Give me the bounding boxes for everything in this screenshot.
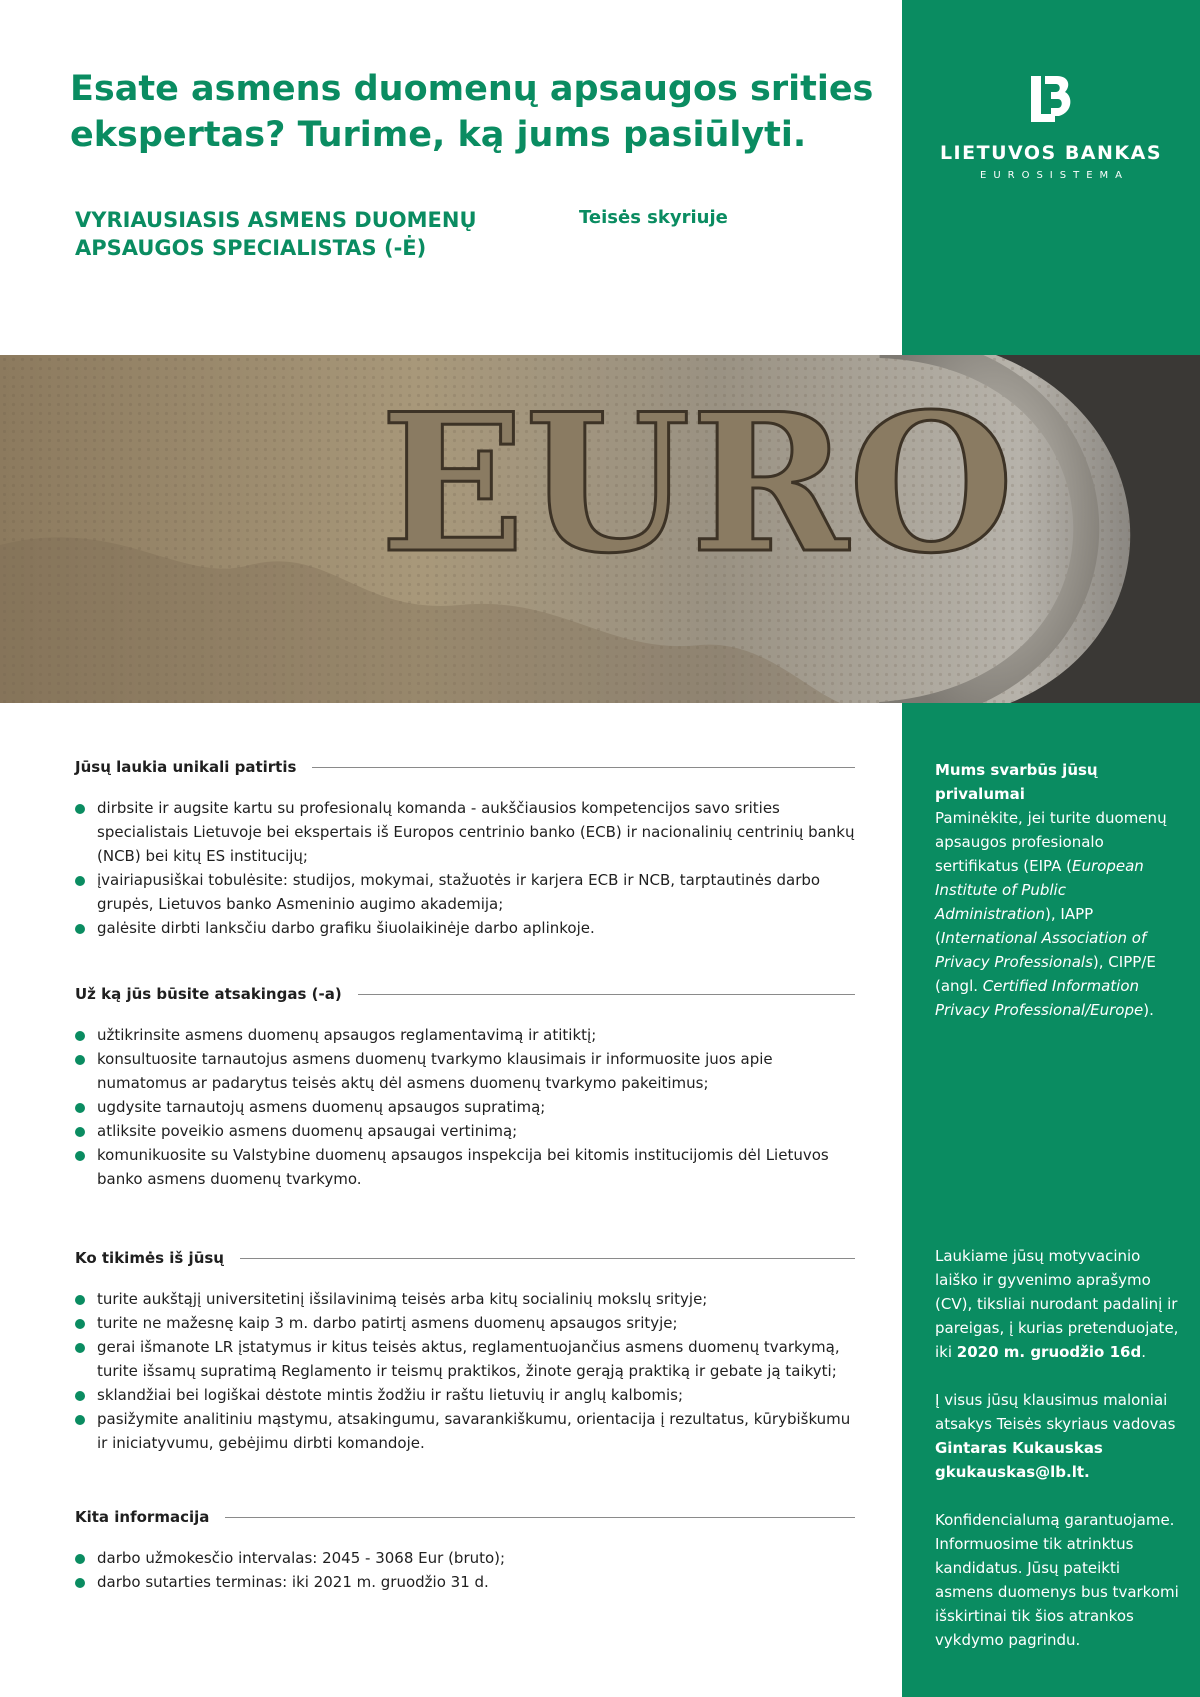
section-responsibilities	[75, 985, 855, 1191]
opportunity-list	[75, 796, 855, 940]
divider	[225, 1517, 855, 1518]
coin-euro-text: EURO	[380, 372, 1014, 595]
section-opportunity	[75, 758, 855, 940]
list-item: įvairiapusiškai tobulėsite: studijos, mokymai, stažuotės ir karjera ECB ir NCB, tarptautinės darbo grupės, Lietuvos banko Asmeninio augimo akademija;	[75, 868, 855, 916]
sidebar-advantages	[935, 758, 1180, 1022]
department-label: Teisės skyriuje	[579, 207, 728, 228]
lb-monogram-icon	[1025, 72, 1077, 128]
list-item: darbo sutarties terminas: iki 2021 m. gruodžio 31 d.	[75, 1570, 855, 1594]
advantages-text	[935, 758, 1180, 1022]
text-run: Laukiame jūsų motyvacinio laiško ir gyvenimo aprašymo (CV), tiksliai nurodant padalinį ir pareigas, į kurias pretenduojate, iki	[935, 1247, 1179, 1361]
headline: Esate asmens duomenų apsaugos srities ekspertas? Turime, ką jums pasiūlyti.	[70, 69, 874, 155]
logo-subtitle: EUROSISTEMA	[980, 170, 1129, 181]
list-item: turite aukštąjį universitetinį išsilavinimą teisės arba kitų socialinių mokslų srityje;	[75, 1287, 855, 1311]
section-title: Už ką jūs būsite atsakingas (-a)	[75, 985, 342, 1003]
responsibilities-list	[75, 1023, 855, 1191]
confidentiality-text: Konfidencialumą garantuojame. Informuosime tik atrinktus kandidatus. Jūsų pateikti asmens duomenys bus tvarkomi išskirtinai tik šios atrankos vykdymo pagrindu.	[935, 1511, 1179, 1649]
header-area	[0, 0, 902, 355]
text-run: European Institute of Public Administration	[935, 857, 1144, 923]
text-run: Certified Information Privacy Professional/Europe	[935, 977, 1144, 1019]
euro-coin-photo	[0, 355, 1200, 703]
section-other-info	[75, 1508, 855, 1594]
section-requirements	[75, 1249, 855, 1455]
list-item: ugdysite tarnautojų asmens duomenų apsaugos supratimą;	[75, 1095, 855, 1119]
list-item: galėsite dirbti lanksčiu darbo grafiku šiuolaikinėje darbo aplinkoje.	[75, 916, 855, 940]
section-title: Jūsų laukia unikali patirtis	[75, 758, 297, 776]
section-title: Kita informacija	[75, 1508, 210, 1526]
section-title: Ko tikimės iš jūsų	[75, 1249, 224, 1267]
contact-text	[935, 1388, 1180, 1484]
section-heading	[75, 758, 855, 776]
section-heading	[75, 1508, 855, 1526]
other-info-list	[75, 1546, 855, 1594]
list-item: pasižymite analitiniu mąstymu, atsakingumu, savarankiškumu, orientacija į rezultatus, kūrybiškumu ir iniciatyvumu, gebėjimu dirbti komandoje.	[75, 1407, 855, 1455]
text-run: ).	[1143, 1001, 1154, 1019]
application-text	[935, 1244, 1180, 1364]
section-heading	[75, 1249, 855, 1267]
text-run: ), IAPP (	[935, 905, 1094, 947]
contact-email-link[interactable]: gkukauskas@lb.lt.	[935, 1463, 1090, 1481]
logo-name: LIETUVOS BANKAS	[939, 142, 1163, 164]
list-item: gerai išmanote LR įstatymus ir kitus teisės aktus, reglamentuojančius asmens duomenų tvarkymą, turite išsamų supratimą Reglamento ir teismų praktikos, žinote gerąją praktiką ir gebate ją taikyti;	[75, 1335, 855, 1383]
advantages-title: Mums svarbūs jūsų privalumai	[935, 761, 1098, 803]
lietuvos-bankas-logo	[902, 72, 1200, 181]
text-run: .	[1141, 1343, 1146, 1361]
contact-name: Gintaras Kukauskas	[935, 1439, 1103, 1457]
position-title: VYRIAUSIASIS ASMENS DUOMENŲ APSAUGOS SPECIALISTAS (-Ė)	[75, 208, 477, 260]
list-item: užtikrinsite asmens duomenų apsaugos reglamentavimą ir atitiktį;	[75, 1023, 855, 1047]
list-item: darbo užmokesčio intervalas: 2045 - 3068 Eur (bruto);	[75, 1546, 855, 1570]
list-item: konsultuosite tarnautojus asmens duomenų tvarkymo klausimais ir informuosite juos apie numatomus ar padarytus teisės aktų dėl asmens duomenų tvarkymo pakeitimus;	[75, 1047, 855, 1095]
divider	[312, 767, 855, 768]
list-item: dirbsite ir augsite kartu su profesionalų komanda - aukščiausios kompetencijos savo srities specialistais Lietuvoje bei ekspertais iš Europos centrinio banko (ECB) ir nacionalinių centrinių bankų (NCB) bei kitų ES institucijų;	[75, 796, 855, 868]
list-item: atliksite poveikio asmens duomenų apsaugai vertinimą;	[75, 1119, 855, 1143]
text-run: Paminėkite, jei turite duomenų apsaugos profesionalo sertifikatus (EIPA (	[935, 809, 1167, 875]
requirements-list	[75, 1287, 855, 1455]
text-run: International Association of Privacy Professionals	[935, 929, 1147, 971]
deadline: 2020 m. gruodžio 16d	[956, 1343, 1142, 1361]
section-heading	[75, 985, 855, 1003]
list-item: komunikuosite su Valstybine duomenų apsaugos inspekcija bei kitomis institucijomis dėl Lietuvos banko asmens duomenų tvarkymo.	[75, 1143, 855, 1191]
sidebar-application-info	[935, 1244, 1180, 1652]
divider	[240, 1258, 855, 1259]
divider	[358, 994, 855, 995]
list-item: turite ne mažesnę kaip 3 m. darbo patirtį asmens duomenų apsaugos srityje;	[75, 1311, 855, 1335]
text-run: Į visus jūsų klausimus maloniai atsakys Teisės skyriaus vadovas	[935, 1391, 1176, 1433]
text-run: ), CIPP/E (angl.	[935, 953, 1156, 995]
list-item: sklandžiai bei logiškai dėstote mintis žodžiu ir raštu lietuvių ir anglų kalbomis;	[75, 1383, 855, 1407]
